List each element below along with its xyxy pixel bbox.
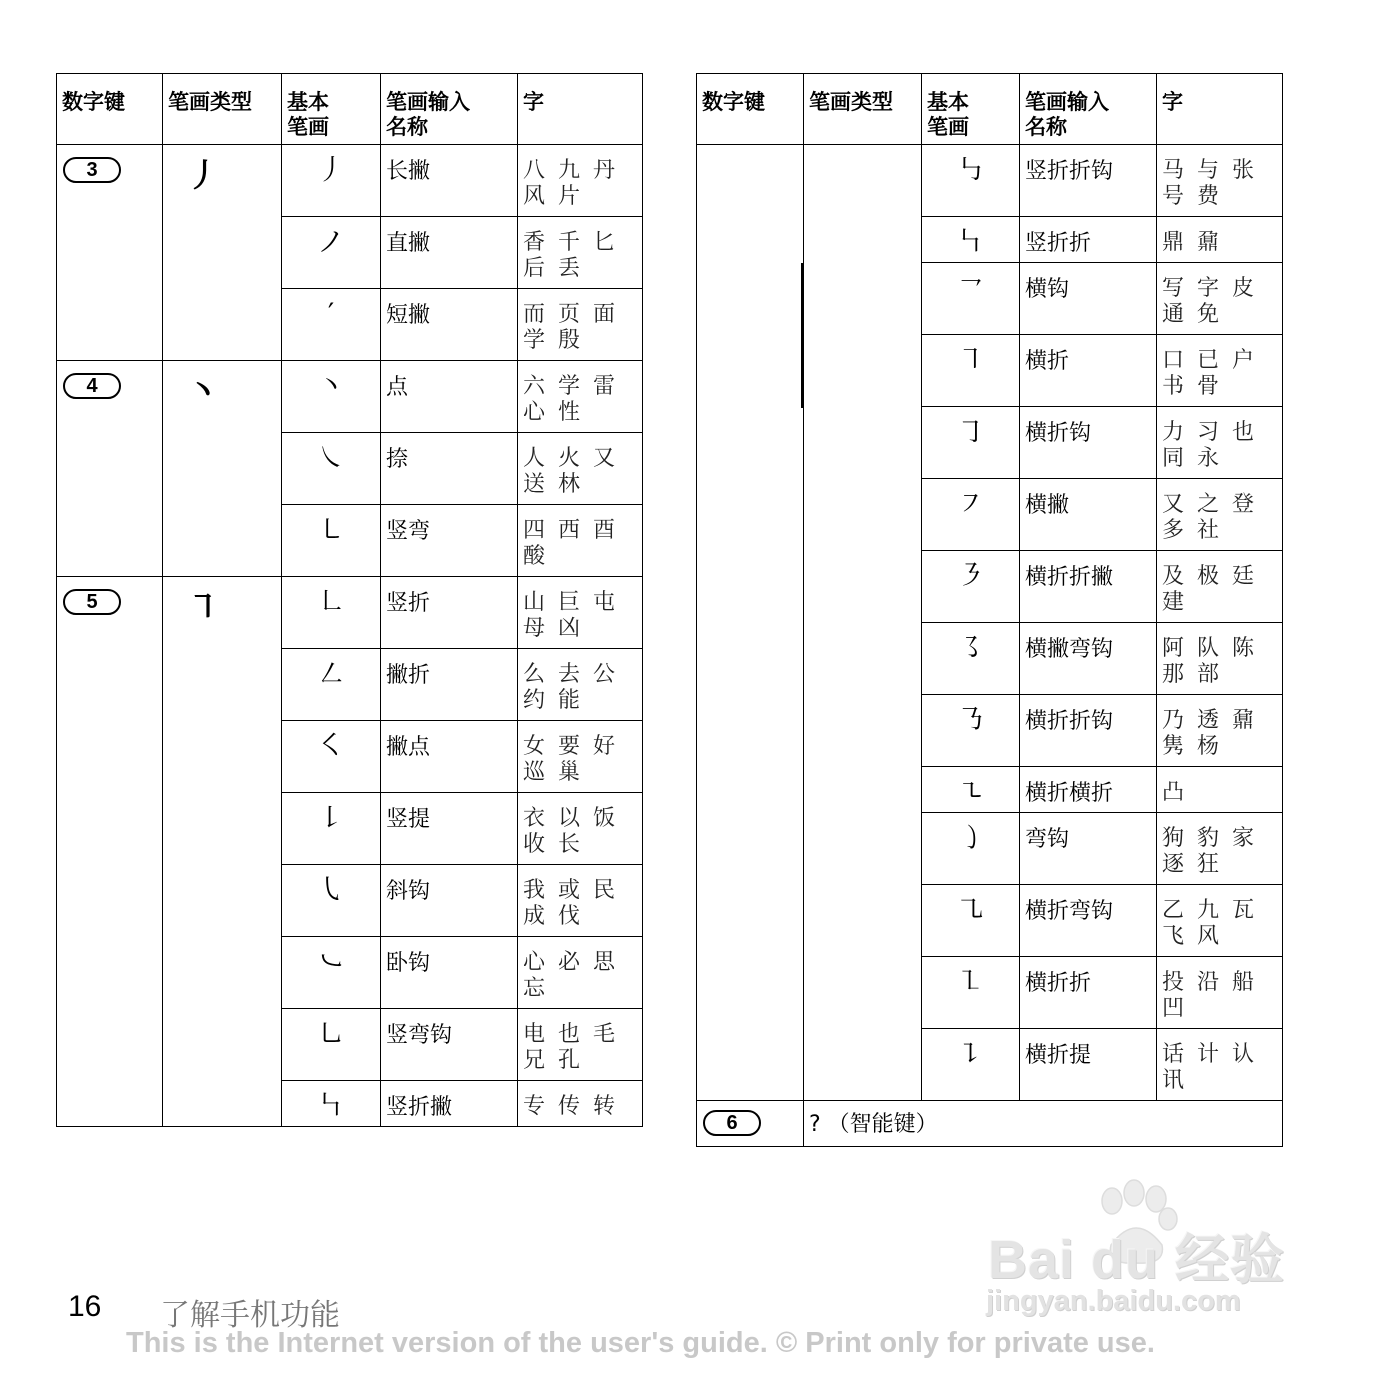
stroke-name: 竖提 xyxy=(386,807,431,832)
example-chars: 投沿船 凹 xyxy=(1162,970,1268,1021)
key-3-button: 3 xyxy=(63,157,121,183)
key-4-button: 4 xyxy=(63,373,121,399)
stroke-name: 斜钩 xyxy=(386,879,431,904)
stroke-name-cell xyxy=(381,361,518,433)
example-chars-cell xyxy=(1157,623,1283,695)
example-chars-cell xyxy=(518,1081,643,1127)
table-header-row xyxy=(57,74,643,145)
example-chars: 及极廷 建 xyxy=(1162,564,1268,615)
basic-stroke-glyph: ㇅ xyxy=(956,965,985,998)
header-basic-stroke: 基本 笔画 xyxy=(282,74,381,145)
baidu-watermark xyxy=(976,1175,1306,1335)
example-chars: 话计认 讯 xyxy=(1162,1042,1268,1093)
stroke-name-cell xyxy=(381,865,518,937)
example-chars: 六学雷 心性 xyxy=(523,374,629,425)
basic-stroke-cell xyxy=(922,145,1020,217)
basic-stroke-glyph: ㇂ xyxy=(316,873,345,906)
example-chars: 四西酉 酸 xyxy=(523,518,629,569)
example-chars: 口已户 书骨 xyxy=(1162,348,1268,399)
basic-stroke-cell xyxy=(922,335,1020,407)
example-chars: 衣以饭 收长 xyxy=(523,806,629,857)
example-chars-cell xyxy=(518,433,643,505)
basic-stroke-glyph: ㇞ xyxy=(316,1089,345,1122)
header-characters: 字 xyxy=(518,74,643,145)
basic-stroke-glyph: ′ xyxy=(327,297,335,330)
stroke-name-cell xyxy=(1020,479,1157,551)
stroke-name: 弯钩 xyxy=(1025,827,1070,852)
example-chars-cell xyxy=(1157,813,1283,885)
basic-stroke-glyph: ㇖ xyxy=(956,271,985,304)
basic-stroke-cell xyxy=(282,217,381,289)
right-stroke-table xyxy=(696,73,1283,1147)
example-chars: 马与张 号费 xyxy=(1162,158,1268,209)
header-stroke-type: 笔画类型 xyxy=(163,74,282,145)
basic-stroke-cell xyxy=(922,479,1020,551)
basic-stroke-cell xyxy=(282,649,381,721)
key-cell xyxy=(57,145,163,361)
basic-stroke-cell xyxy=(282,721,381,793)
basic-stroke-cell xyxy=(282,793,381,865)
header-characters: 字 xyxy=(1157,74,1283,145)
header-stroke-type: 笔画类型 xyxy=(804,74,922,145)
basic-stroke-cell xyxy=(282,1081,381,1127)
watermark-url: jingyan.baidu.com xyxy=(986,1285,1241,1317)
basic-stroke-cell xyxy=(282,865,381,937)
stroke-name: 横折横折 xyxy=(1025,781,1114,806)
stroke-name: 横折 xyxy=(1025,349,1070,374)
example-chars-cell xyxy=(518,577,643,649)
stroke-name-cell xyxy=(1020,551,1157,623)
example-chars-cell xyxy=(1157,957,1283,1029)
stroke-name-cell xyxy=(381,217,518,289)
stroke-name-cell xyxy=(1020,335,1157,407)
left-stroke-table xyxy=(56,73,643,1127)
stroke-name-cell xyxy=(381,505,518,577)
basic-stroke-cell xyxy=(922,551,1020,623)
key-5-button: 5 xyxy=(63,589,121,615)
stroke-name-cell xyxy=(381,937,518,1009)
basic-stroke-glyph: ㇊ xyxy=(956,1037,985,1070)
key-cell xyxy=(57,577,163,1127)
example-chars-cell xyxy=(518,937,643,1009)
stroke-name-cell xyxy=(381,721,518,793)
example-chars: 香千匕 后丢 xyxy=(523,230,629,281)
watermark-logo: Bai du 经验 xyxy=(988,1230,1286,1290)
basic-stroke-glyph: ㇕ xyxy=(956,343,985,376)
stroke-name: 横撇弯钩 xyxy=(1025,637,1114,662)
stroke-name-cell xyxy=(1020,957,1157,1029)
stroke-name-cell xyxy=(1020,145,1157,217)
stroke-name: 竖弯钩 xyxy=(386,1023,453,1048)
stroke-name-cell xyxy=(381,649,518,721)
basic-stroke-cell xyxy=(282,433,381,505)
example-chars: 乙九瓦 飞风 xyxy=(1162,898,1268,949)
basic-stroke-glyph: ㇍ xyxy=(956,775,985,808)
stroke-name-cell xyxy=(1020,813,1157,885)
example-chars-cell xyxy=(518,505,643,577)
basic-stroke-cell xyxy=(922,885,1020,957)
example-chars-cell xyxy=(1157,885,1283,957)
stroke-name: 横钩 xyxy=(1025,277,1070,302)
example-chars-cell xyxy=(518,649,643,721)
stroke-name-cell xyxy=(381,145,518,217)
basic-stroke-glyph: ㇏ xyxy=(316,441,345,474)
stroke-type-cell xyxy=(163,577,282,1127)
basic-stroke-glyph: 丶 xyxy=(316,369,345,402)
key-6-button: 6 xyxy=(703,1110,761,1136)
basic-stroke-cell xyxy=(282,577,381,649)
example-chars: 力习也 同永 xyxy=(1162,420,1268,471)
example-chars: 么去公 约能 xyxy=(523,662,629,713)
basic-stroke-cell xyxy=(282,1009,381,1081)
stroke-name-cell xyxy=(1020,885,1157,957)
example-chars-cell xyxy=(1157,767,1283,813)
stroke-name-cell xyxy=(381,289,518,361)
stroke-type-cell xyxy=(804,145,922,1101)
example-chars-cell xyxy=(1157,1029,1283,1101)
example-chars-cell xyxy=(1157,263,1283,335)
example-chars-cell xyxy=(1157,479,1283,551)
example-chars-cell xyxy=(518,721,643,793)
example-chars-cell xyxy=(1157,335,1283,407)
table-row xyxy=(57,577,643,649)
smart-key-label: ? （智能键） xyxy=(809,1112,938,1137)
example-chars-cell xyxy=(1157,407,1283,479)
stroke-name-cell xyxy=(1020,217,1157,263)
example-chars: 女要好 巡巢 xyxy=(523,734,629,785)
basic-stroke-cell xyxy=(282,361,381,433)
example-chars: 而页面 学殷 xyxy=(523,302,629,353)
example-chars-cell xyxy=(1157,695,1283,767)
basic-stroke-glyph: ノ xyxy=(316,225,345,258)
example-chars: 人火又 送林 xyxy=(523,446,629,497)
stroke-name-cell xyxy=(381,1081,518,1127)
stroke-name: 横撇 xyxy=(1025,493,1070,518)
example-chars: 阿队陈 那部 xyxy=(1162,636,1268,687)
table-row xyxy=(57,145,643,217)
example-chars: 我或民 成伐 xyxy=(523,878,629,929)
basic-stroke-glyph: ㇋ xyxy=(956,559,985,592)
basic-stroke-cell xyxy=(922,217,1020,263)
example-chars-cell xyxy=(518,217,643,289)
basic-stroke-cell xyxy=(922,1029,1020,1101)
stroke-name: 竖折 xyxy=(386,591,431,616)
basic-stroke-cell xyxy=(282,505,381,577)
key-cell xyxy=(697,1101,804,1147)
header-basic-stroke: 基本 笔画 xyxy=(922,74,1020,145)
basic-stroke-glyph: ㇟ xyxy=(316,1017,345,1050)
example-chars: 狗豹家 逐狂 xyxy=(1162,826,1268,877)
example-chars-cell xyxy=(518,361,643,433)
stroke-category-glyph: 丿 xyxy=(187,156,220,194)
stroke-name: 短撇 xyxy=(386,303,431,328)
column-rule xyxy=(801,263,803,408)
example-chars-cell xyxy=(1157,217,1283,263)
header-key: 数字键 xyxy=(57,74,163,145)
basic-stroke-glyph: ㇌ xyxy=(956,631,985,664)
basic-stroke-glyph: ㇈ xyxy=(956,893,985,926)
stroke-name-cell xyxy=(381,1009,518,1081)
key-cell xyxy=(57,361,163,577)
basic-stroke-glyph: ㇡ xyxy=(956,703,985,736)
example-chars: 写字皮 通免 xyxy=(1162,276,1268,327)
stroke-name: 捺 xyxy=(386,447,409,472)
print-disclaimer: This is the Internet version of the user's guide. © Print only for private use. xyxy=(126,1327,1155,1359)
table-row xyxy=(697,145,1283,217)
basic-stroke-cell xyxy=(282,289,381,361)
example-chars: 乃透鼐 隽杨 xyxy=(1162,708,1268,759)
stroke-name-cell xyxy=(381,433,518,505)
smart-key-row xyxy=(697,1101,1283,1147)
smart-key-cell xyxy=(804,1101,1283,1147)
header-stroke-name: 笔画输入 名称 xyxy=(381,74,518,145)
stroke-name-cell xyxy=(1020,623,1157,695)
table-header-row xyxy=(697,74,1283,145)
basic-stroke-glyph: ㇇ xyxy=(956,487,985,520)
example-chars: 又之登 多社 xyxy=(1162,492,1268,543)
stroke-name-cell xyxy=(1020,407,1157,479)
basic-stroke-glyph: ㇙ xyxy=(316,801,345,834)
stroke-name: 点 xyxy=(386,375,409,400)
example-chars: 专传转 xyxy=(523,1094,629,1119)
stroke-category-glyph: ㇕ xyxy=(187,588,220,626)
stroke-name-cell xyxy=(1020,767,1157,813)
stroke-name: 竖弯 xyxy=(386,519,431,544)
basic-stroke-glyph: ㇄ xyxy=(316,513,345,546)
stroke-name: 横折折撇 xyxy=(1025,565,1114,590)
basic-stroke-cell xyxy=(922,957,1020,1029)
page-number: 16 xyxy=(68,1290,102,1323)
section-title: 了解手机功能 xyxy=(160,1298,340,1333)
stroke-name: 横折折 xyxy=(1025,971,1092,996)
example-chars-cell xyxy=(518,793,643,865)
header-key: 数字键 xyxy=(697,74,804,145)
key-cell xyxy=(697,145,804,1101)
basic-stroke-glyph: 丿 xyxy=(316,153,345,186)
table-row xyxy=(57,361,643,433)
stroke-name-cell xyxy=(381,577,518,649)
example-chars: 心必思 忘 xyxy=(523,950,629,1001)
basic-stroke-glyph: ㇃ xyxy=(316,945,345,978)
basic-stroke-glyph: ㇛ xyxy=(316,729,345,762)
example-chars: 鼎鼐 xyxy=(1162,230,1233,255)
stroke-name: 竖折撇 xyxy=(386,1095,453,1120)
stroke-name-cell xyxy=(381,793,518,865)
stroke-name: 直撇 xyxy=(386,231,431,256)
stroke-name: 竖折折钩 xyxy=(1025,159,1114,184)
header-stroke-name: 笔画输入 名称 xyxy=(1020,74,1157,145)
stroke-name: 横折提 xyxy=(1025,1043,1092,1068)
basic-stroke-cell xyxy=(282,145,381,217)
example-chars: 八九丹 风片 xyxy=(523,158,629,209)
stroke-name-cell xyxy=(1020,695,1157,767)
example-chars: 凸 xyxy=(1162,780,1198,805)
stroke-name: 竖折折 xyxy=(1025,231,1092,256)
basic-stroke-cell xyxy=(922,263,1020,335)
example-chars-cell xyxy=(518,289,643,361)
example-chars-cell xyxy=(1157,551,1283,623)
example-chars-cell xyxy=(1157,145,1283,217)
stroke-name: 横折折钩 xyxy=(1025,709,1114,734)
stroke-name: 卧钩 xyxy=(386,951,431,976)
example-chars: 电也毛 兄孔 xyxy=(523,1022,629,1073)
basic-stroke-cell xyxy=(922,695,1020,767)
stroke-category-glyph: 丶 xyxy=(187,372,220,410)
basic-stroke-glyph: ㇉ xyxy=(956,153,985,186)
basic-stroke-glyph: ㇞ xyxy=(956,225,985,258)
stroke-name: 横折钩 xyxy=(1025,421,1092,446)
stroke-name-cell xyxy=(1020,1029,1157,1101)
basic-stroke-cell xyxy=(922,407,1020,479)
stroke-name: 撇点 xyxy=(386,735,431,760)
stroke-name: 横折弯钩 xyxy=(1025,899,1114,924)
example-chars-cell xyxy=(518,1009,643,1081)
basic-stroke-cell xyxy=(922,813,1020,885)
example-chars: 山巨屯 母凶 xyxy=(523,590,629,641)
stroke-type-cell xyxy=(163,145,282,361)
basic-stroke-glyph: ㇗ xyxy=(316,585,345,618)
example-chars-cell xyxy=(518,145,643,217)
stroke-name-cell xyxy=(1020,263,1157,335)
basic-stroke-cell xyxy=(922,623,1020,695)
stroke-name: 长撇 xyxy=(386,159,431,184)
basic-stroke-cell xyxy=(922,767,1020,813)
example-chars-cell xyxy=(518,865,643,937)
stroke-type-cell xyxy=(163,361,282,577)
basic-stroke-glyph: ㇆ xyxy=(956,415,985,448)
basic-stroke-cell xyxy=(282,937,381,1009)
basic-stroke-glyph: ㇁ xyxy=(956,821,985,854)
stroke-name: 撇折 xyxy=(386,663,431,688)
basic-stroke-glyph: ㇜ xyxy=(316,657,345,690)
